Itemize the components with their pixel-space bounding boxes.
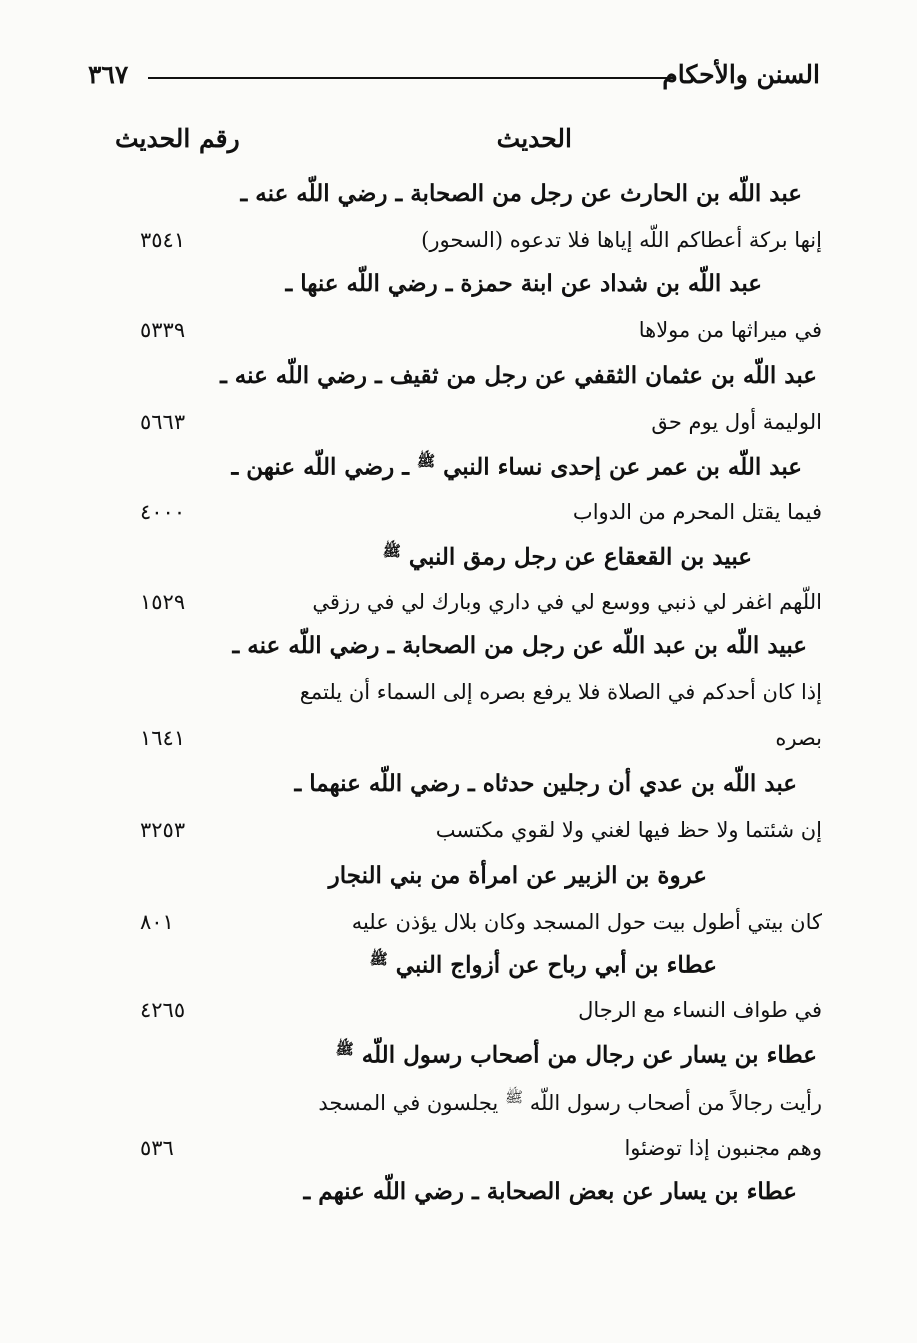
narrator-line: عبد اللّه بن عثمان الثقفي عن رجل من ثقيف ـ رضي اللّه عنه ـ	[220, 362, 817, 389]
running-title: السنن والأحكام	[662, 60, 820, 89]
hadith-number: ٤٠٠٠	[140, 500, 186, 524]
hadith-number: ٣٥٤١	[140, 228, 186, 252]
column-heading-number: رقم الحديث	[115, 124, 240, 153]
narrator-line: عطاء بن يسار عن بعض الصحابة ـ رضي اللّه عنهم ـ	[303, 1178, 797, 1205]
hadith-text: اللّهم اغفر لي ذنبي ووسع لي في داري وبارك لي في رزقي	[312, 590, 822, 614]
narrator-part: ـ رضي اللّه عنهن ـ	[231, 453, 409, 481]
narrator-part: عطاء بن أبي رباح عن أزواج النبي	[395, 951, 717, 979]
hadith-text: الوليمة أول يوم حق	[651, 410, 822, 434]
hadith-text-part: يجلسون في المسجد	[318, 1091, 499, 1115]
narrator-part: عبد اللّه بن عمر عن إحدى نساء النبي	[443, 453, 802, 481]
column-heading-hadith: الحديث	[496, 124, 572, 153]
pbuh-mark: ﷺ	[335, 1040, 354, 1058]
hadith-number: ٥٣٦	[140, 1136, 174, 1160]
narrator-line	[383, 542, 752, 571]
narrator-line: عروة بن الزبير عن امرأة من بني النجار	[328, 862, 707, 889]
pbuh-mark: ﷺ	[382, 542, 401, 560]
narrator-line: عبد اللّه بن عدي أن رجلين حدثاه ـ رضي اللّه عنهما ـ	[294, 770, 797, 797]
hadith-number: ٣٢٥٣	[140, 818, 186, 842]
hadith-number: ١٦٤١	[140, 726, 186, 750]
narrator-line	[370, 950, 717, 979]
narrator-line	[232, 452, 802, 481]
narrator-part: عطاء بن يسار عن رجال من أصحاب رسول اللّه	[361, 1041, 817, 1069]
pbuh-mark: ﷺ	[369, 950, 388, 968]
hadith-number: ٥٣٣٩	[140, 318, 186, 342]
pbuh-mark: ﷺ	[417, 452, 436, 470]
hadith-text-part: رأيت رجالاً من أصحاب رسول اللّه	[529, 1091, 822, 1115]
narrator-line	[336, 1040, 817, 1069]
hadith-text-continued: وهم مجنبون إذا توضئوا	[624, 1136, 822, 1160]
hadith-number: ١٥٢٩	[140, 590, 186, 614]
hadith-text: كان بيتي أطول بيت حول المسجد وكان بلال يؤذن عليه	[351, 910, 822, 934]
narrator-line: عبد اللّه بن الحارث عن رجل من الصحابة ـ رضي اللّه عنه ـ	[240, 180, 802, 207]
hadith-text-continued: بصره	[775, 726, 822, 750]
hadith-number: ٥٦٦٣	[140, 410, 186, 434]
hadith-text: إذا كان أحدكم في الصلاة فلا يرفع بصره إلى السماء أن يلتمع	[299, 680, 822, 704]
hadith-number: ٤٢٦٥	[140, 998, 186, 1022]
hadith-number: ٨٠١	[140, 910, 174, 934]
page-number: ٣٦٧	[88, 60, 129, 89]
hadith-text	[318, 1088, 822, 1115]
hadith-text: في طواف النساء مع الرجال	[578, 998, 822, 1022]
hadith-text: فيما يقتل المحرم من الدواب	[572, 500, 822, 524]
narrator-part: عبيد بن القعقاع عن رجل رمق النبي	[408, 543, 752, 571]
narrator-line: عبد اللّه بن شداد عن ابنة حمزة ـ رضي اللّه عنها ـ	[285, 270, 762, 297]
narrator-line: عبيد اللّه بن عبد اللّه عن رجل من الصحابة ـ رضي اللّه عنه ـ	[232, 632, 807, 659]
pbuh-mark: ﷺ	[504, 1088, 524, 1106]
header-rule	[148, 77, 675, 79]
hadith-text: إنها بركة أعطاكم اللّه إياها فلا تدعوه (السحور)	[421, 228, 822, 252]
hadith-text: في ميراثها من مولاها	[638, 318, 822, 342]
hadith-text: إن شئتما ولا حظ فيها لغني ولا لقوي مكتسب	[435, 818, 822, 842]
